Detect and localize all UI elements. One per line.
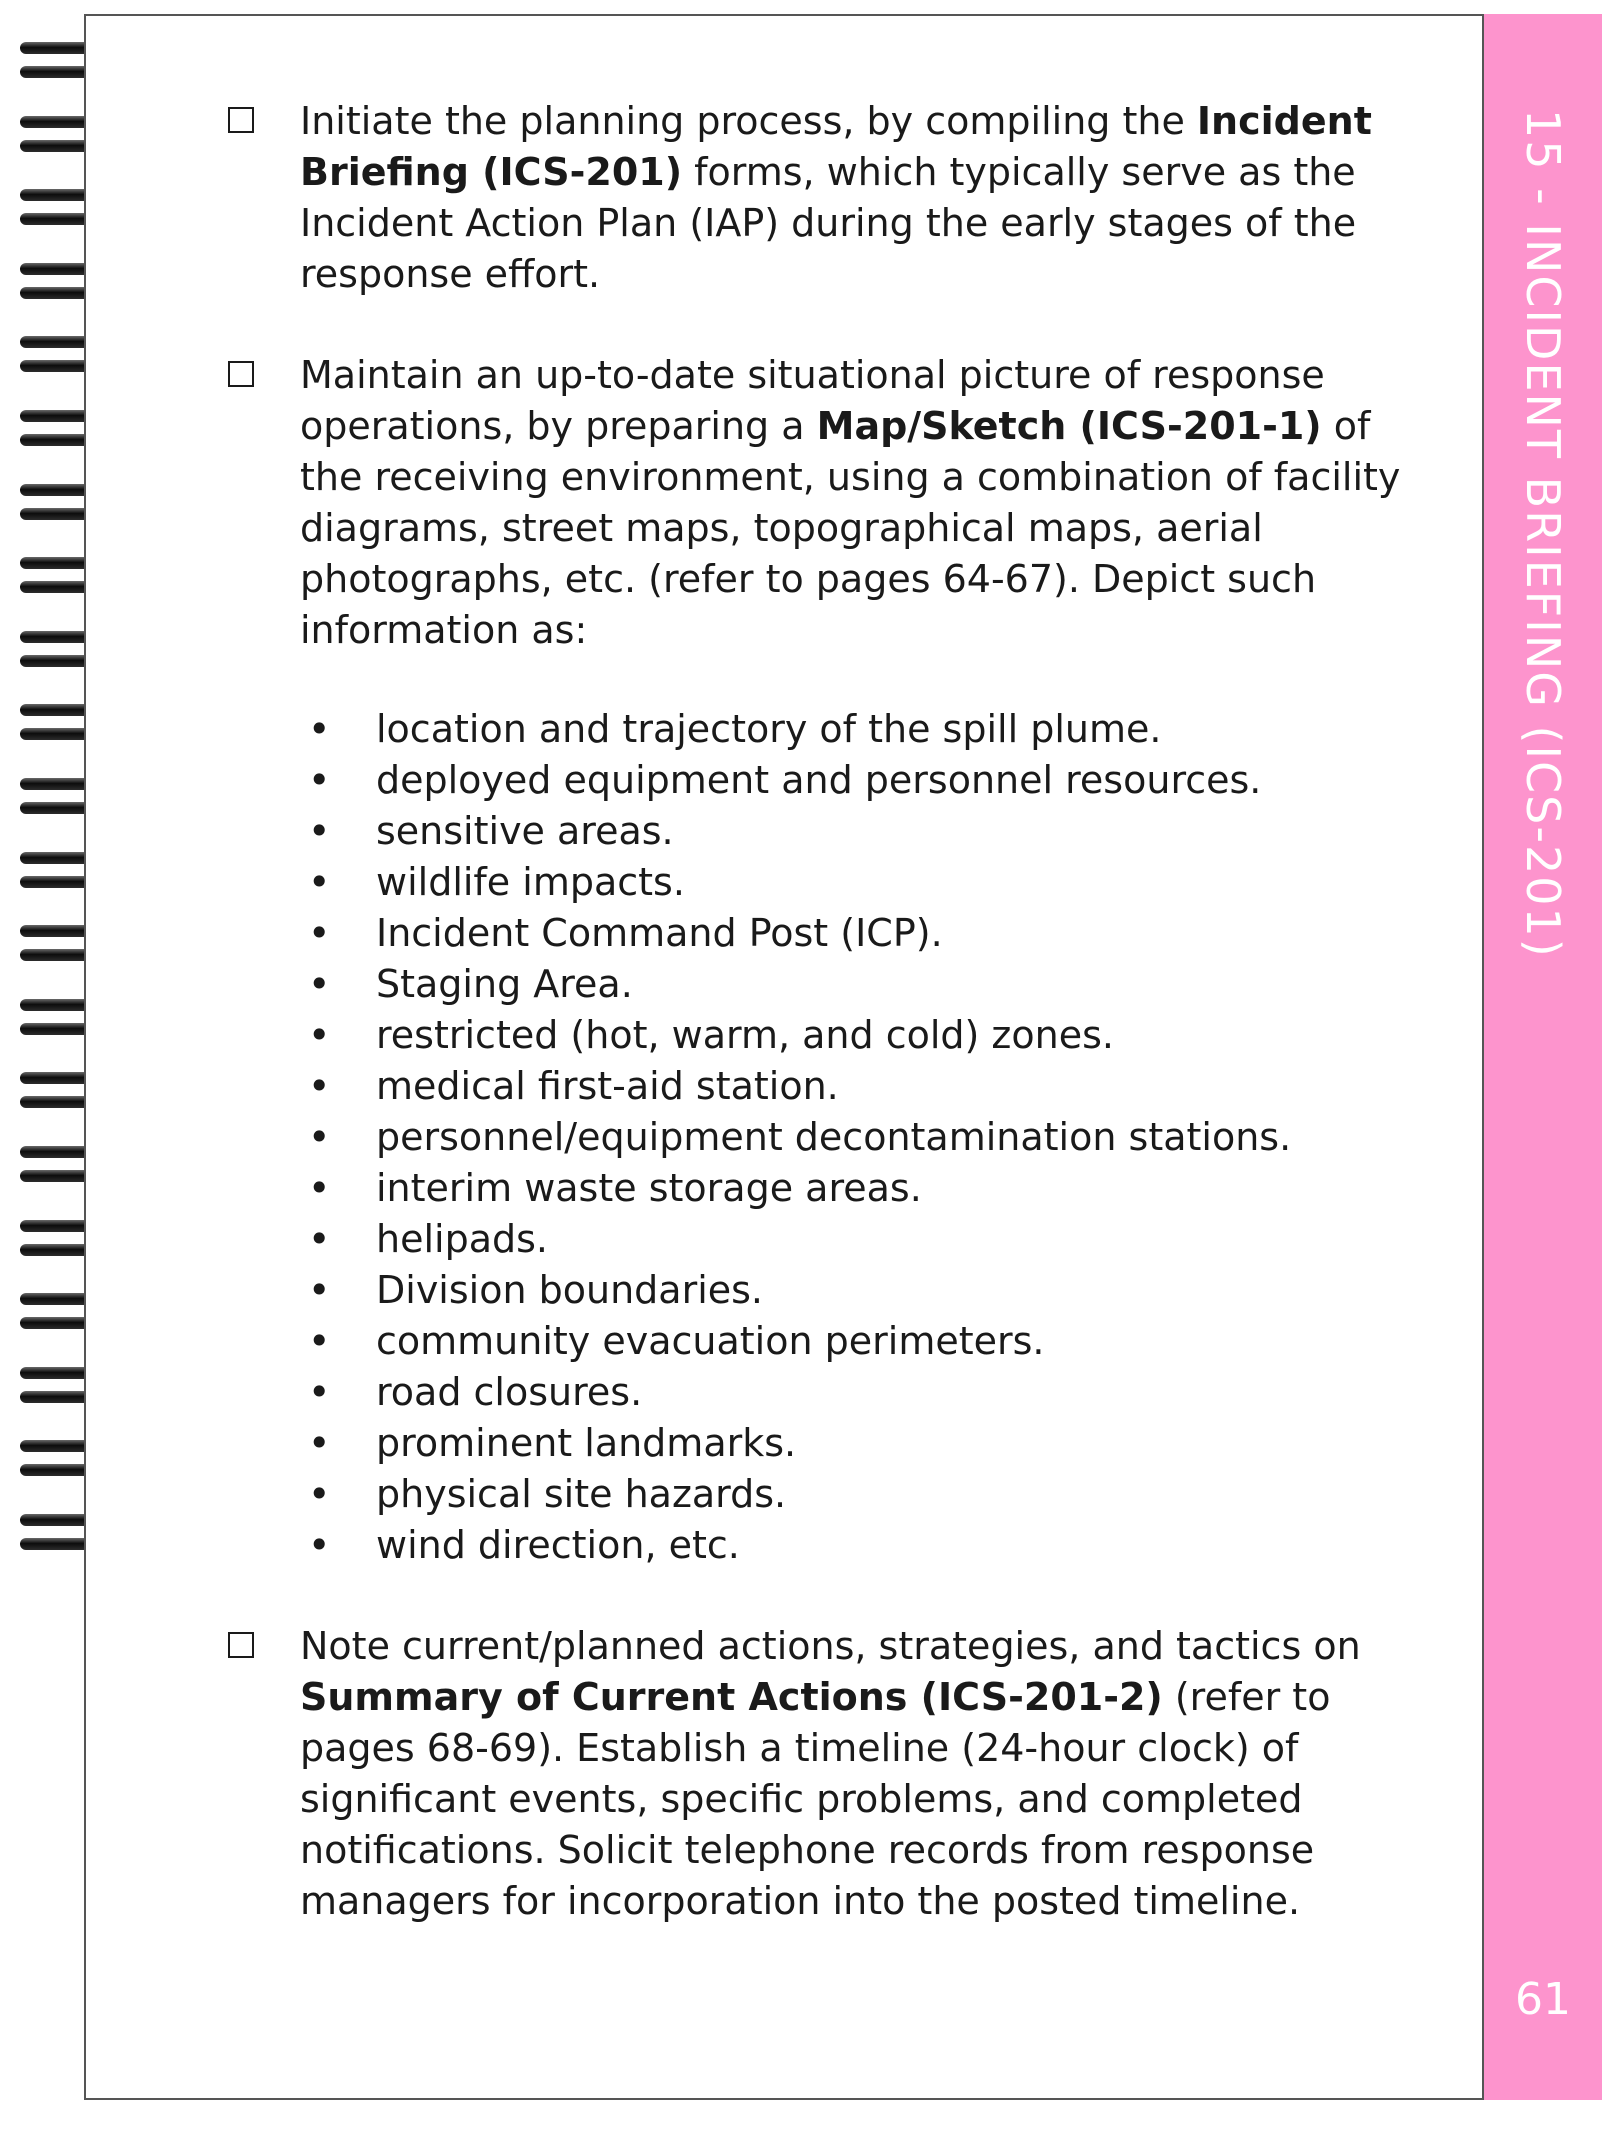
bullet-item: • Division boundaries.	[300, 1265, 1424, 1316]
checkbox[interactable]	[228, 361, 254, 387]
bullet-item: • restricted (hot, warm, and cold) zones.	[300, 1010, 1424, 1061]
bullet-item: • physical site hazards.	[300, 1469, 1424, 1520]
bullet-item: • Staging Area.	[300, 959, 1424, 1010]
bullet-item: • road closures.	[300, 1367, 1424, 1418]
bullet-item: • wildlife impacts.	[300, 857, 1424, 908]
bullet-icon: •	[308, 1013, 331, 1057]
bullet-item: • medical first-aid station.	[300, 1061, 1424, 1112]
bullet-icon: •	[308, 1217, 331, 1261]
bullet-icon: •	[308, 860, 331, 904]
bullet-icon: •	[308, 758, 331, 802]
bullet-icon: •	[308, 1064, 331, 1108]
item-text: Maintain an up-to-date situational picture of response operations, by preparing a Map/Sketch (ICS-201-1) of the receiving environment, using a combination of facility diagrams, street maps, topographical maps, aerial photographs, etc. (refer to pages 64-67). Depict such information as:	[300, 353, 1401, 652]
bullet-item: • helipads.	[300, 1214, 1424, 1265]
bullet-icon: •	[308, 1268, 331, 1312]
bullet-item: • interim waste storage areas.	[300, 1163, 1424, 1214]
bullet-icon: •	[308, 1166, 331, 1210]
bullet-icon: •	[308, 1115, 331, 1159]
bullet-icon: •	[308, 1472, 331, 1516]
bullet-item: • community evacuation perimeters.	[300, 1316, 1424, 1367]
bullet-item: • personnel/equipment decontamination stations.	[300, 1112, 1424, 1163]
item-text: Note current/planned actions, strategies, and tactics on Summary of Current Actions (ICS-201-2) (refer to pages 68-69). Establish a timeline (24-hour clock) of significant events, specific problems, and completed notifications. Solicit telephone records from response managers for incorporation into the posted timeline.	[300, 1624, 1361, 1923]
bullet-icon: •	[308, 1523, 331, 1567]
page-number: 61	[1515, 1974, 1571, 2025]
checklist-item-actions	[224, 1621, 1424, 1927]
bullet-icon: •	[308, 809, 331, 853]
section-title: 15 - INCIDENT BRIEFING (ICS-201)	[1516, 109, 1570, 959]
bullet-list	[300, 704, 1424, 1571]
bullet-item: • sensitive areas.	[300, 806, 1424, 857]
checklist-item-planning	[224, 96, 1424, 300]
bullet-item: • prominent landmarks.	[300, 1418, 1424, 1469]
bullet-item: • deployed equipment and personnel resources.	[300, 755, 1424, 806]
bullet-item: • Incident Command Post (ICP).	[300, 908, 1424, 959]
bullet-icon: •	[308, 1319, 331, 1363]
bullet-item: • wind direction, etc.	[300, 1520, 1424, 1571]
checkbox[interactable]	[228, 1632, 254, 1658]
section-tab	[1484, 14, 1602, 2100]
checklist-item-map	[224, 350, 1424, 1571]
checkbox[interactable]	[228, 107, 254, 133]
bullet-icon: •	[308, 911, 331, 955]
bullet-icon: •	[308, 962, 331, 1006]
bullet-icon: •	[308, 1370, 331, 1414]
page-content	[224, 96, 1424, 1977]
bullet-icon: •	[308, 707, 331, 751]
item-text: Initiate the planning process, by compiling the Incident Briefing (ICS-201) forms, which typically serve as the Incident Action Plan (IAP) during the early stages of the response effort.	[300, 99, 1372, 296]
bullet-item: • location and trajectory of the spill plume.	[300, 704, 1424, 755]
bullet-icon: •	[308, 1421, 331, 1465]
